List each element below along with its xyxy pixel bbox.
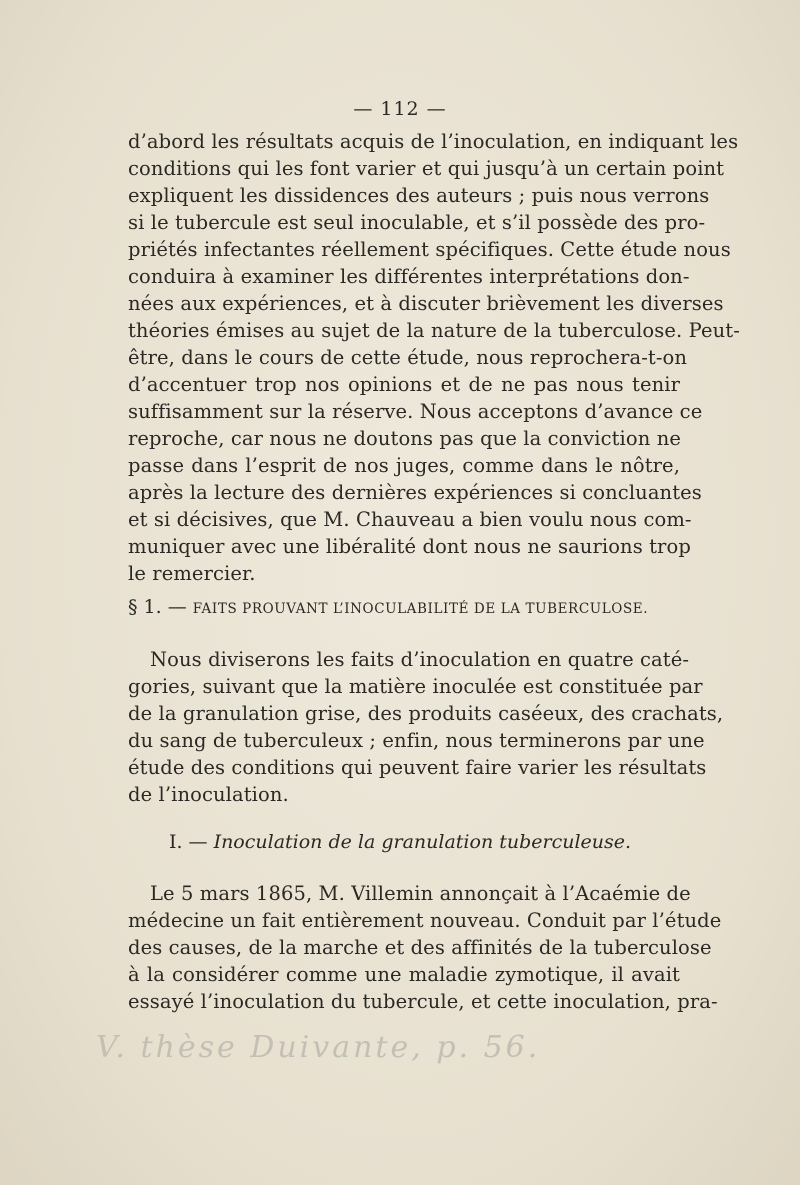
text-line: expliquent les dissidences des auteurs ; puis nous verrons xyxy=(128,184,710,207)
text-line: essayé l’inoculation du tubercule, et cette inoculation, pra- xyxy=(128,990,718,1013)
text-line: de l’inoculation. xyxy=(128,783,289,806)
text-line: si le tubercule est seul inoculable, et s’il possède des pro- xyxy=(128,211,706,234)
paragraph-1 xyxy=(128,128,740,587)
text-line: d’abord les résultats acquis de l’inoculation, en indiquant les xyxy=(128,130,739,153)
paragraph-3 xyxy=(128,880,722,1015)
text-line: gories, suivant que la matière inoculée est constituée par xyxy=(128,675,703,698)
handwritten-note: V. thèse Duivante, p. 56. xyxy=(96,1030,541,1065)
section-dash: — xyxy=(161,596,193,618)
text-line: Nous diviserons les faits d’inoculation en quatre caté- xyxy=(150,648,690,671)
text-line: du sang de tuberculeux ; enfin, nous terminerons par une xyxy=(128,729,705,752)
section-heading xyxy=(128,596,680,618)
text-line: suffisamment sur la réserve. Nous acceptons d’avance ce xyxy=(128,400,703,423)
text-line: priétés infectantes réellement spécifiques. Cette étude nous xyxy=(128,238,731,261)
section-title: FAITS PROUVANT L’INOCULABILITÉ DE LA TUBERCULOSE. xyxy=(192,601,649,617)
text-line: des causes, de la marche et des affinités de la tuberculose xyxy=(128,936,712,959)
text-line: passe dans l’esprit de nos juges, comme dans le nôtre, xyxy=(128,454,680,477)
text-line: à la considérer comme une maladie zymotique, il avait xyxy=(128,963,680,986)
text-line: théories émises au sujet de la nature de la tuberculose. Peut- xyxy=(128,319,740,342)
text-line: médecine un fait entièrement nouveau. Conduit par l’étude xyxy=(128,909,722,932)
sub-heading xyxy=(0,831,800,853)
text-line: nées aux expériences, et à discuter brièvement les diverses xyxy=(128,292,724,315)
text-line: étude des conditions qui peuvent faire varier les résultats xyxy=(128,756,707,779)
text-line: de la granulation grise, des produits caséeux, des crachats, xyxy=(128,702,724,725)
text-line: conditions qui les font varier et qui jusqu’à un certain point xyxy=(128,157,725,180)
sub-heading-title: Inoculation de la granulation tuberculeuse. xyxy=(213,831,632,853)
text-line: Le 5 mars 1865, M. Villemin annonçait à l’Acaémie de xyxy=(150,882,691,905)
text-line: après la lecture des dernières expériences si concluantes xyxy=(128,481,702,504)
page-number: — 112 — xyxy=(353,98,447,120)
paragraph-2 xyxy=(128,646,724,808)
text-line: reproche, car nous ne doutons pas que la conviction ne xyxy=(128,427,681,450)
text-line: conduira à examiner les différentes interprétations don- xyxy=(128,265,690,288)
text-line: d’accentuer trop nos opinions et de ne pas nous tenir xyxy=(128,373,680,396)
text-line: et si décisives, que M. Chauveau a bien voulu nous com- xyxy=(128,508,692,531)
text-line: le remercier. xyxy=(128,562,256,585)
sub-heading-number: I. — xyxy=(168,831,214,853)
text-line: être, dans le cours de cette étude, nous reprochera-t-on xyxy=(128,346,688,369)
text-line: muniquer avec une libéralité dont nous ne saurions trop xyxy=(128,535,691,558)
section-number: § 1. xyxy=(128,596,162,618)
